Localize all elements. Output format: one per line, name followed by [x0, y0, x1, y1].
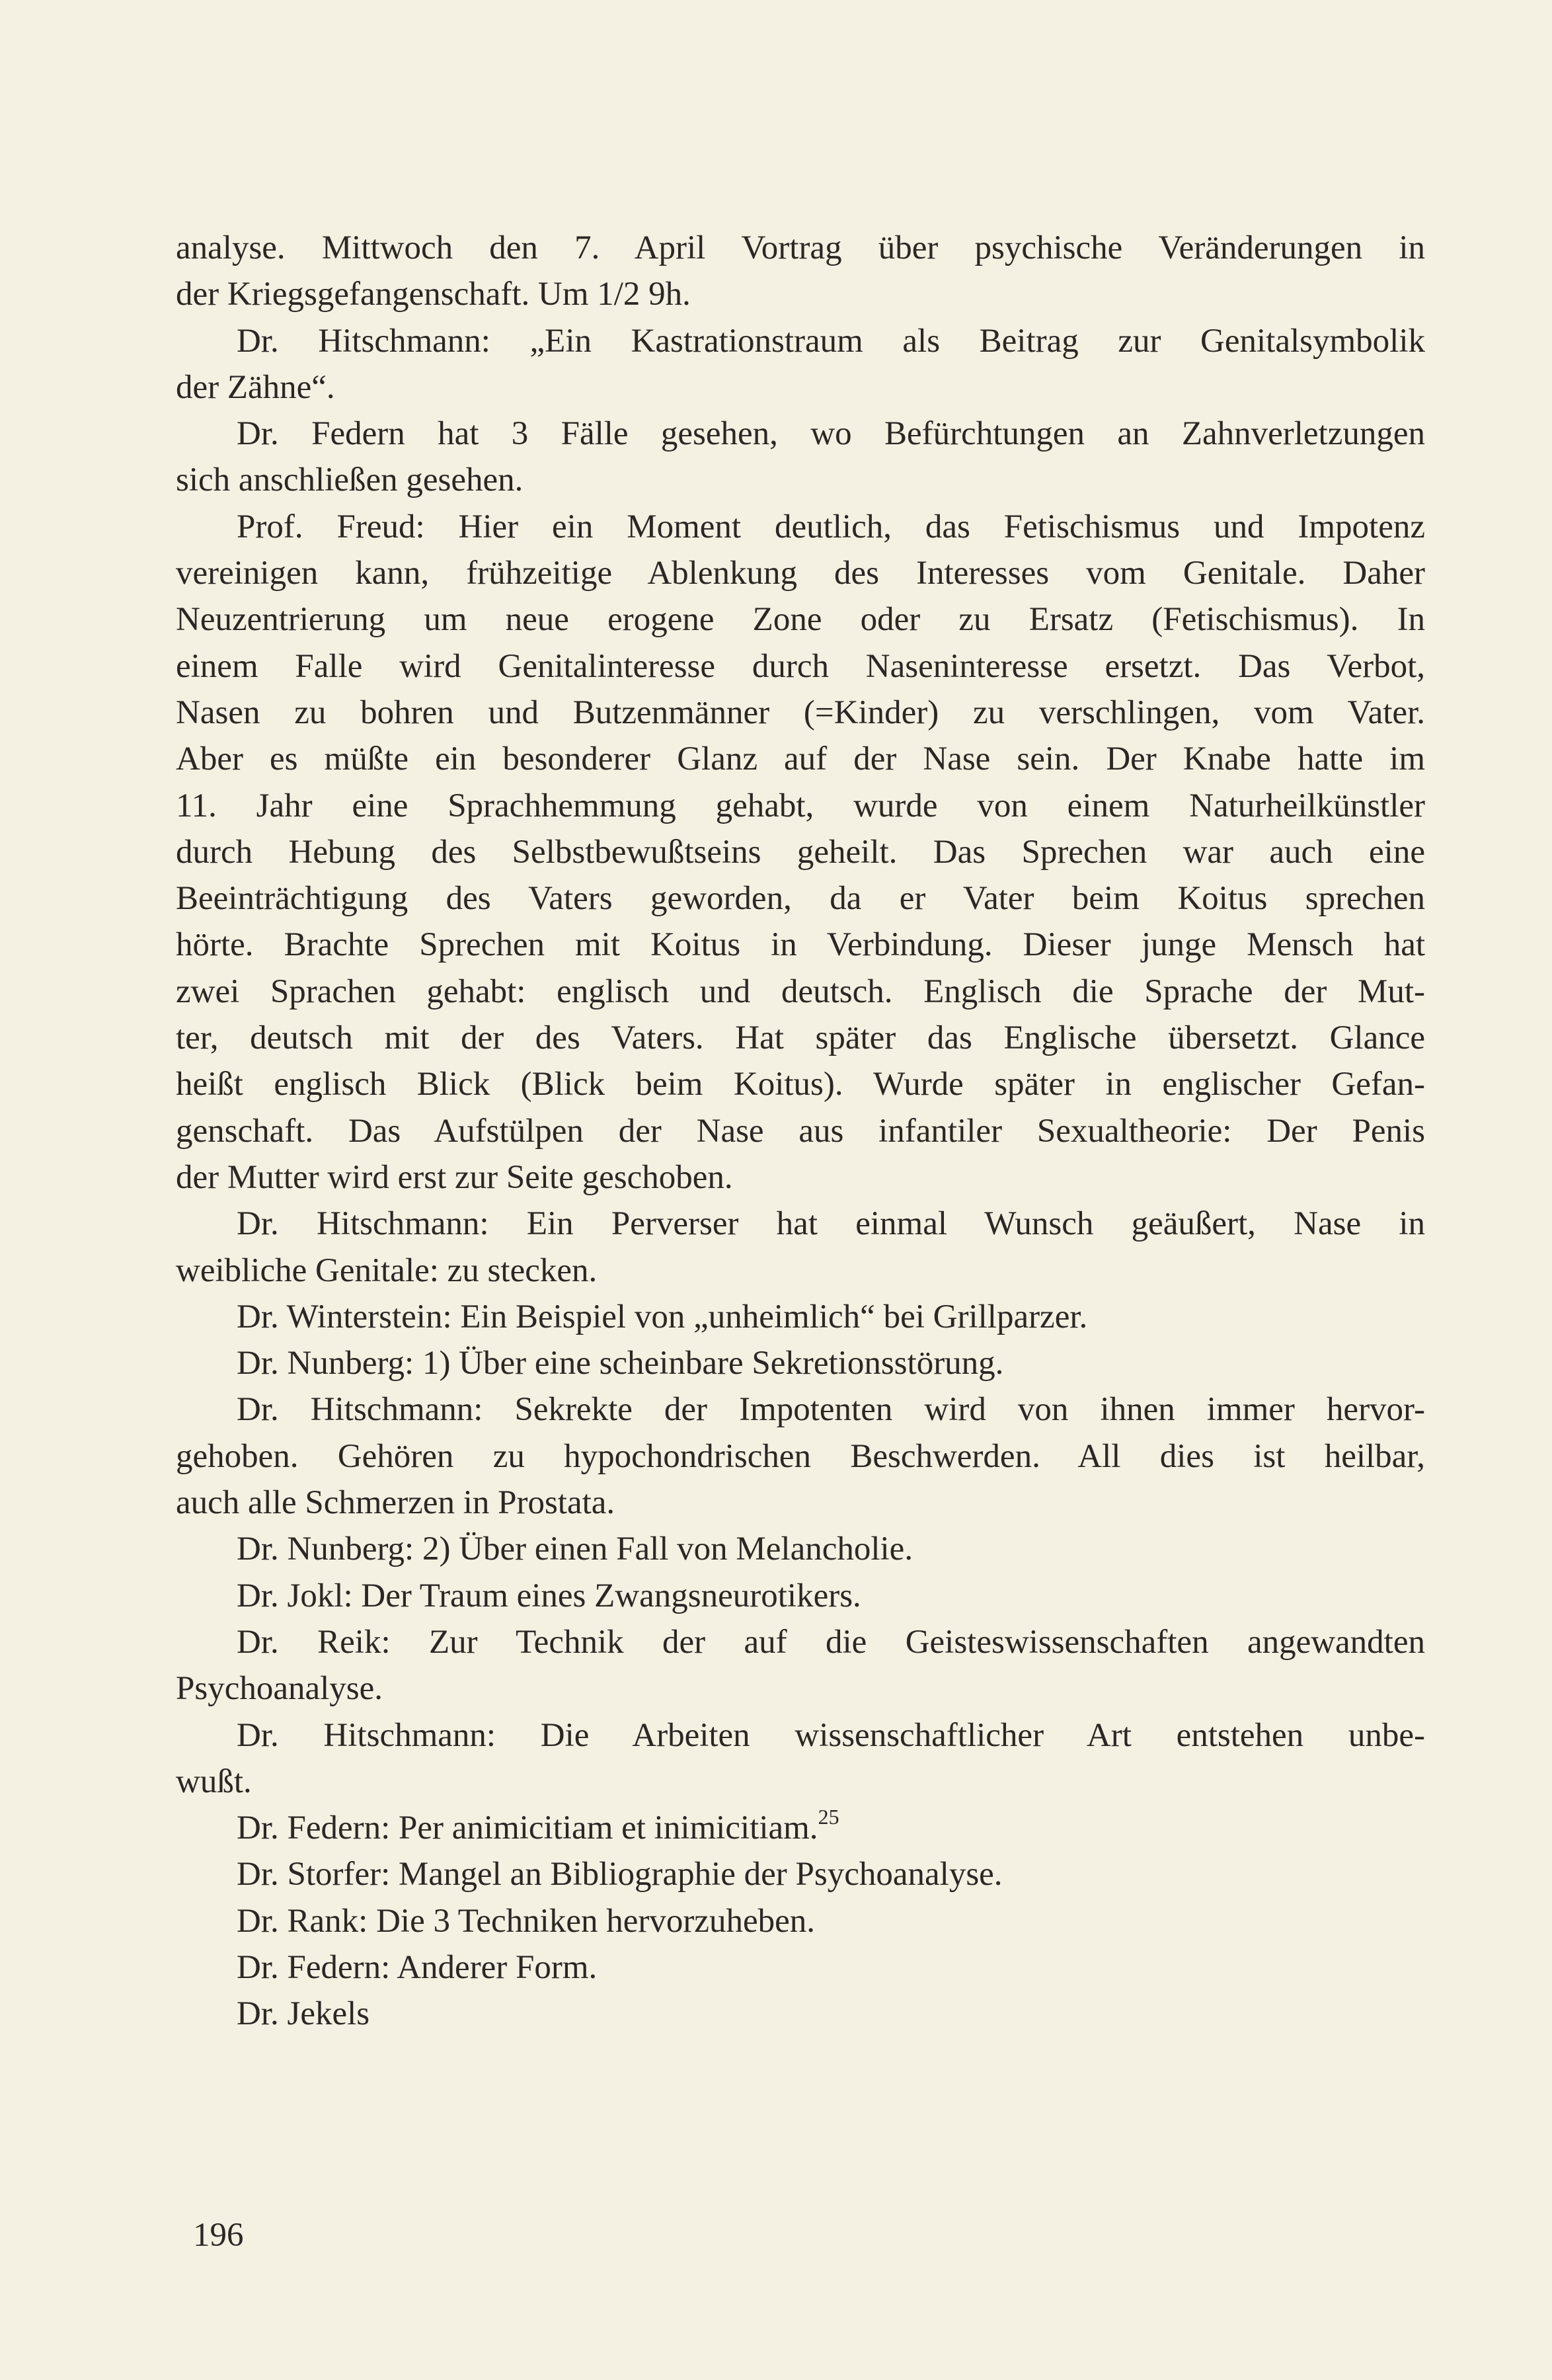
line-text: Dr. Federn: Per animicitiam et inimicitiam. [237, 1809, 818, 1847]
line-text: Dr. Nunberg: 1) Über eine scheinbare Sekretionsstörung. [237, 1345, 1004, 1382]
line-text: Dr. Hitschmann: Sekrekte der Impotenten wird von ihnen immer hervor- [237, 1391, 1425, 1429]
text-line [176, 550, 1425, 596]
text-line [176, 1991, 1425, 2037]
line-text: gehoben. Gehören zu hypochondrischen Beschwerden. All dies ist heilbar, [176, 1437, 1425, 1475]
text-line [176, 690, 1425, 736]
line-text: Dr. Reik: Zur Technik der auf die Geisteswissenschaften angewandten [237, 1623, 1425, 1661]
text-line [176, 1851, 1425, 1897]
text-line [176, 504, 1425, 550]
line-text: Dr. Jekels [237, 1995, 370, 2033]
text-line [176, 364, 1425, 411]
line-text: Dr. Hitschmann: Ein Perverser hat einmal Wunsch geäußert, Nase in [237, 1205, 1425, 1243]
paragraph [176, 1573, 1425, 1619]
text-line [176, 1340, 1425, 1386]
text-line [176, 1386, 1425, 1433]
line-text: der Kriegsgefangenschaft. Um 1/2 9h. [176, 276, 691, 313]
line-text: Dr. Hitschmann: Die Arbeiten wissenschaftlicher Art entstehen unbe- [237, 1716, 1425, 1754]
line-text: Dr. Storfer: Mangel an Bibliographie der Psychoanalyse. [237, 1856, 1003, 1893]
line-text: Dr. Jokl: Der Traum eines Zwangsneurotikers. [237, 1577, 861, 1614]
line-text: analyse. Mittwoch den 7. April Vortrag über psychische Veränderungen in [176, 229, 1425, 266]
line-text: auch alle Schmerzen in Prostata. [176, 1484, 615, 1522]
text-line [176, 457, 1425, 503]
line-text: Dr. Federn: Anderer Form. [237, 1948, 598, 1986]
paragraph [176, 1712, 1425, 1805]
text-line [176, 1154, 1425, 1201]
line-text: zwei Sprachen gehabt: englisch und deutsch. Englisch die Sprache der Mut- [176, 972, 1425, 1010]
text-line [176, 318, 1425, 364]
paragraph [176, 1851, 1425, 1897]
text-line [176, 969, 1425, 1015]
text-line [176, 1619, 1425, 1665]
line-text: 11. Jahr eine Sprachhemmung gehabt, wurde von einem Naturheilkünstler [176, 787, 1425, 824]
text-line [176, 1665, 1425, 1712]
text-line [176, 411, 1425, 457]
paragraph [176, 1619, 1425, 1712]
paragraph [176, 1526, 1425, 1572]
text-line [176, 1433, 1425, 1480]
paragraph [176, 1944, 1425, 1991]
paragraph [176, 1201, 1425, 1294]
paragraph [176, 1991, 1425, 2037]
line-text: Dr. Federn hat 3 Fälle gesehen, wo Befürchtungen an Zahnverletzungen [237, 415, 1425, 453]
text-line [176, 1015, 1425, 1061]
line-text: Beeinträchtigung des Vaters geworden, da er Vater beim Koitus sprechen [176, 880, 1425, 918]
paragraph [176, 1386, 1425, 1526]
paragraph [176, 318, 1425, 411]
line-text: heißt englisch Blick (Blick beim Koitus). Wurde später in englischer Gefan- [176, 1066, 1425, 1103]
text-line [176, 1898, 1425, 1944]
line-text: einem Falle wird Genitalinteresse durch Naseninteresse ersetzt. Das Verbot, [176, 647, 1425, 685]
line-text: hörte. Brachte Sprechen mit Koitus in Verbindung. Dieser junge Mensch hat [176, 926, 1425, 964]
text-line [176, 829, 1425, 875]
footnote-reference: 25 [818, 1805, 839, 1829]
text-line [176, 1759, 1425, 1805]
line-text: Dr. Nunberg: 2) Über einen Fall von Melancholie. [237, 1530, 913, 1568]
line-text: genschaft. Das Aufstülpen der Nase aus infantiler Sexualtheorie: Der Penis [176, 1112, 1425, 1150]
paragraph [176, 1294, 1425, 1340]
text-line [176, 783, 1425, 829]
line-text: Neuzentrierung um neue erogene Zone oder zu Ersatz (Fetischismus). In [176, 601, 1425, 639]
paragraph [176, 1898, 1425, 1944]
line-text: Aber es müßte ein besonderer Glanz auf der Nase sein. Der Knabe hatte im [176, 740, 1425, 778]
text-line [176, 1248, 1425, 1294]
text-line [176, 1712, 1425, 1759]
line-text: weibliche Genitale: zu stecken. [176, 1251, 598, 1289]
text-line [176, 1108, 1425, 1154]
line-text: Dr. Rank: Die 3 Techniken hervorzuheben. [237, 1902, 815, 1940]
text-line [176, 1573, 1425, 1619]
paragraph [176, 411, 1425, 504]
line-text: der Mutter wird erst zur Seite geschoben. [176, 1158, 733, 1196]
text-line [176, 596, 1425, 643]
paragraph [176, 1340, 1425, 1386]
text-line [176, 1805, 1425, 1851]
text-line [176, 1944, 1425, 1991]
paragraph [176, 504, 1425, 1201]
body-text [176, 225, 1425, 2038]
line-text: ter, deutsch mit der des Vaters. Hat später das Englische übersetzt. Glance [176, 1019, 1425, 1057]
text-line [176, 1526, 1425, 1572]
paragraph [176, 1805, 1425, 1851]
line-text: wußt. [176, 1763, 252, 1800]
line-text: der Zähne“. [176, 368, 335, 406]
paragraph [176, 225, 1425, 318]
line-text: vereinigen kann, frühzeitige Ablenkung des Interesses vom Genitale. Daher [176, 555, 1425, 592]
line-text: Dr. Winterstein: Ein Beispiel von „unheimlich“ bei Grillparzer. [237, 1298, 1088, 1335]
line-text: Dr. Hitschmann: „Ein Kastrationstraum als Beitrag zur Genitalsymbolik [237, 322, 1425, 360]
text-line [176, 643, 1425, 690]
text-line [176, 271, 1425, 317]
text-line [176, 922, 1425, 968]
text-line [176, 736, 1425, 782]
text-line [176, 1294, 1425, 1340]
line-text: Psychoanalyse. [176, 1670, 383, 1708]
page-number: 196 [193, 2217, 244, 2254]
line-text: sich anschließen gesehen. [176, 461, 524, 499]
line-text: Prof. Freud: Hier ein Moment deutlich, das Fetischismus und Impotenz [237, 508, 1425, 545]
line-text: Nasen zu bohren und Butzenmänner (=Kinder) zu verschlingen, vom Vater. [176, 694, 1425, 731]
text-line [176, 1201, 1425, 1247]
text-line [176, 1480, 1425, 1526]
text-line [176, 1061, 1425, 1107]
text-line [176, 225, 1425, 271]
text-line [176, 875, 1425, 922]
line-text: durch Hebung des Selbstbewußtseins geheilt. Das Sprechen war auch eine [176, 833, 1425, 871]
